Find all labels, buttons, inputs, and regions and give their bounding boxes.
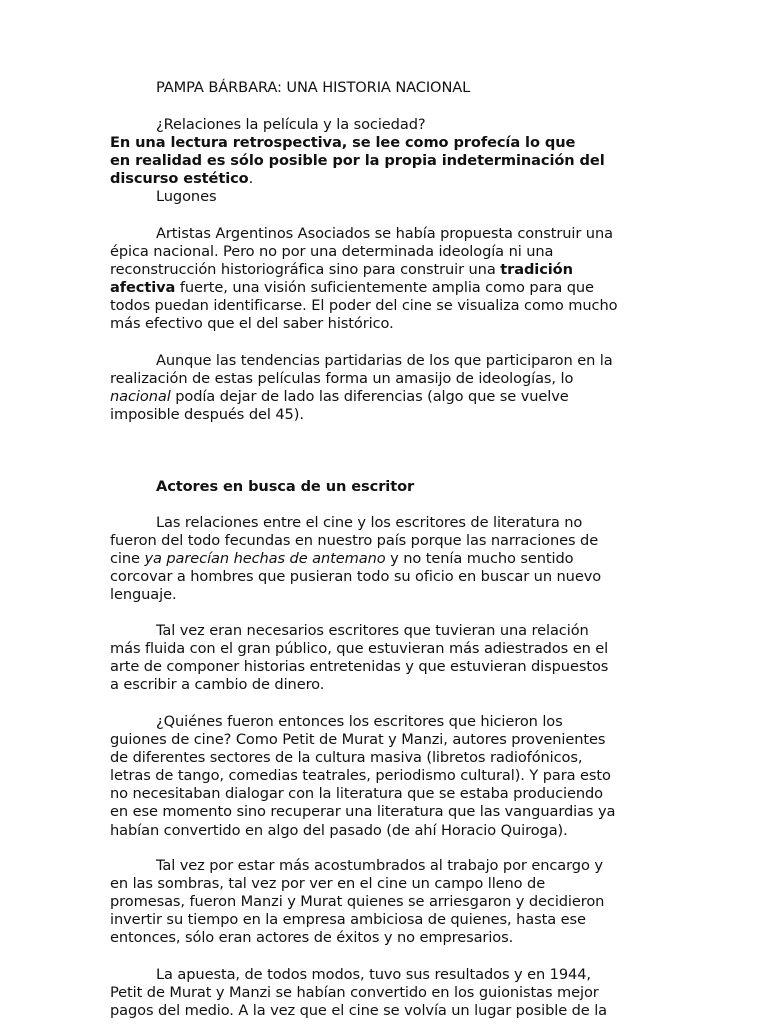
- bold-phrase: tradición: [500, 261, 573, 279]
- paragraph-line: guiones de cine? Como Petit de Murat y Manzi, autores provenientes: [110, 731, 606, 749]
- paragraph-line: Las relaciones entre el cine y los escritores de literatura no: [156, 514, 583, 531]
- bold-phrase: afectiva: [110, 279, 176, 297]
- epigraph-author: Lugones: [156, 188, 217, 206]
- paragraph-7: [110, 966, 650, 1020]
- epigraph-quote-line: [110, 170, 650, 188]
- paragraph-line: lenguaje.: [110, 586, 177, 604]
- paragraph-line: más fluida con el gran público, que estuvieran más adiestrados en el: [110, 640, 609, 658]
- paragraph-line: La apuesta, de todos modos, tuvo sus resultados y en 1944,: [156, 966, 591, 983]
- paragraph-line: no necesitaban dialogar con la literatura que se estaba produciendo: [110, 785, 603, 803]
- paragraph-line: [110, 388, 650, 406]
- italic-phrase: nacional: [110, 388, 171, 406]
- paragraph-text: reconstrucción historiográfica sino para construir una: [110, 261, 501, 279]
- paragraph-line: corcovar a hombres que pusieran todo su oficio en buscar un nuevo: [110, 568, 602, 586]
- paragraph-5: [110, 713, 650, 840]
- paragraph-line: Artistas Argentinos Asociados se había propuesta construir una: [156, 225, 613, 242]
- epigraph-question: ¿Relaciones la película y la sociedad?: [156, 116, 426, 133]
- italic-phrase: ya parecían hechas de antemano: [144, 550, 386, 568]
- paragraph-line: Aunque las tendencias partidarias de los que participaron en la: [156, 352, 613, 369]
- paragraph-text: cine: [110, 550, 145, 568]
- paragraph-line: Tal vez por estar más acostumbrados al trabajo por encargo y: [156, 857, 603, 874]
- paragraph-line: [110, 279, 650, 297]
- paragraph-line: en ese momento sino recuperar una literatura que las vanguardias ya: [110, 803, 616, 821]
- paragraph-line: invertir su tiempo en la empresa ambiciosa de quienes, hasta ese: [110, 911, 586, 929]
- paragraph-line: [110, 550, 650, 568]
- paragraph-line: ¿Quiénes fueron entonces los escritores que hicieron los: [156, 713, 563, 730]
- paragraph-line: más efectivo que el del saber histórico.: [110, 315, 394, 333]
- paragraph-line: letras de tango, comedias teatrales, periodismo cultural). Y para esto: [110, 767, 611, 785]
- paragraph-3: [110, 514, 650, 604]
- section-heading-block: [110, 478, 650, 496]
- epigraph: [110, 116, 650, 206]
- paragraph-line: promesas, fueron Manzi y Murat quienes se arriesgaron y decidieron: [110, 893, 605, 911]
- paragraph-line: Petit de Murat y Manzi se habían convertido en los guionistas mejor: [110, 984, 599, 1002]
- paragraph-line: todos puedan identificarse. El poder del cine se visualiza como mucho: [110, 297, 618, 315]
- paragraph-line: en las sombras, tal vez por ver en el cine un campo lleno de: [110, 875, 546, 893]
- paragraph-line: pagos del medio. A la vez que el cine se volvía un lugar posible de la: [110, 1002, 608, 1020]
- document-title: PAMPA BÁRBARA: UNA HISTORIA NACIONAL: [156, 79, 471, 96]
- document-title-block: [110, 79, 650, 97]
- paragraph-line: épica nacional. Pero no por una determinada ideología ni una: [110, 243, 554, 261]
- paragraph-line: habían convertido en algo del pasado (de ahí Horacio Quiroga).: [110, 821, 568, 839]
- paragraph-line: a escribir a cambio de dinero.: [110, 676, 325, 694]
- paragraph-line: de diferentes sectores de la cultura masiva (libretos radiofónicos,: [110, 749, 583, 767]
- paragraph-text: podía dejar de lado las diferencias (algo que se vuelve: [170, 388, 569, 406]
- paragraph-line: realización de estas películas forma un amasijo de ideologías, lo: [110, 370, 574, 388]
- epigraph-quote-line: En una lectura retrospectiva, se lee como profecía lo que: [110, 134, 576, 152]
- paragraph-2: [110, 352, 650, 424]
- paragraph-4: [110, 622, 650, 694]
- paragraph-text: fuerte, una visión suficientemente amplia como para que: [175, 279, 594, 297]
- paragraph-line: arte de componer historias entretenidas y que estuvieran dispuestos: [110, 658, 609, 676]
- paragraph-1: [110, 225, 650, 334]
- paragraph-line: [110, 261, 650, 279]
- paragraph-line: fueron del todo fecundas en nuestro país porque las narraciones de: [110, 532, 599, 550]
- section-heading: Actores en busca de un escritor: [156, 478, 415, 495]
- paragraph-text: y no tenía mucho sentido: [385, 550, 574, 568]
- epigraph-quote-period: .: [248, 170, 254, 188]
- paragraph-line: imposible después del 45).: [110, 406, 304, 424]
- paragraph-6: [110, 857, 650, 947]
- paragraph-line: entonces, sólo eran actores de éxitos y no empresarios.: [110, 929, 514, 947]
- paragraph-line: Tal vez eran necesarios escritores que tuvieran una relación: [156, 622, 589, 639]
- epigraph-quote-text: discurso estético: [110, 170, 249, 188]
- epigraph-quote-line: en realidad es sólo posible por la propia indeterminación del: [110, 152, 605, 170]
